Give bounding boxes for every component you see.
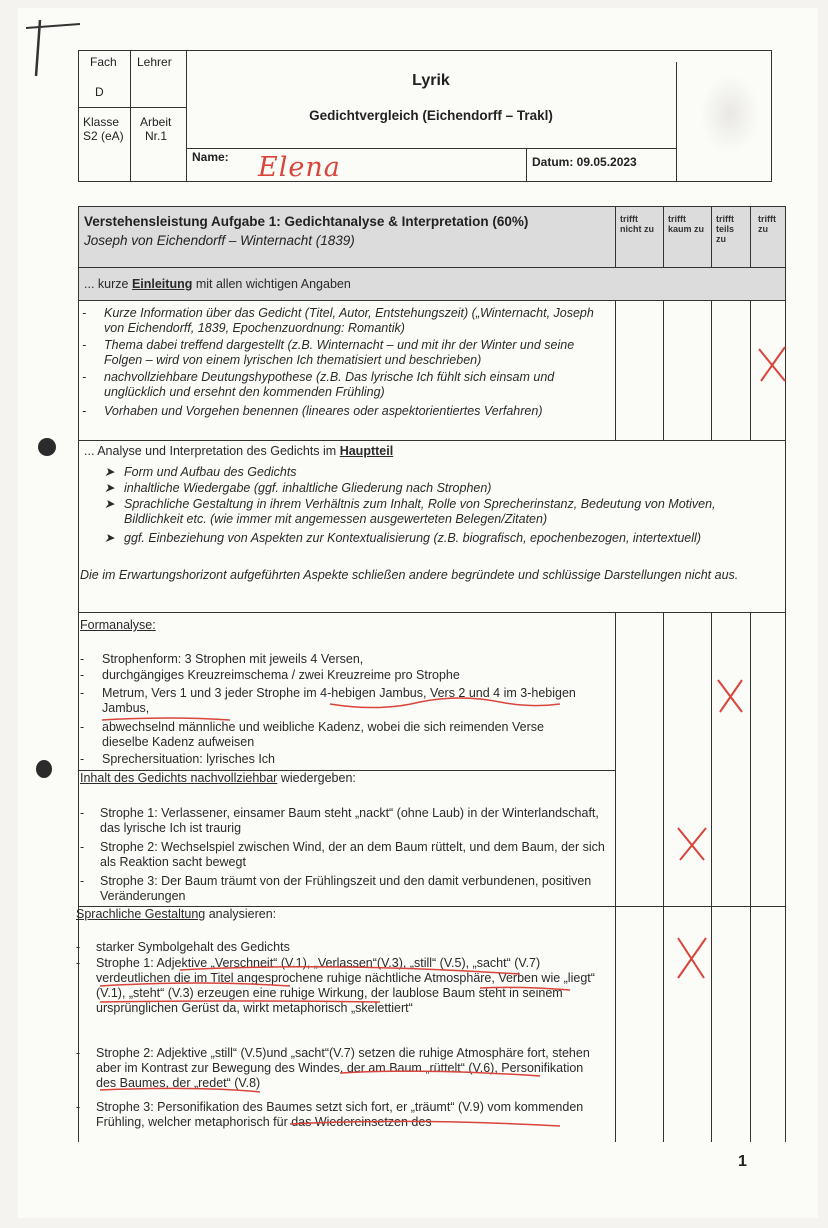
fach-label: Fach: [90, 55, 117, 69]
check-cross-einleitung-icon: [755, 345, 789, 385]
name-label: Name:: [192, 150, 229, 164]
einleitung-item: Vorhaben und Vorgehen benennen (lineares oder aspektorientiertes Verfahren): [104, 404, 543, 418]
einleitung-item: Kurze Information über das Gedicht (Titel, Autor, Entstehungszeit) („Winternacht, Joseph von Eichendorff, 1839, Epochenzuordnung: Romantik): [104, 306, 594, 335]
task-subtitle: Joseph von Eichendorff – Winternacht (1839): [84, 233, 355, 248]
hauptteil-item: Form und Aufbau des Gedichts: [124, 465, 297, 479]
formanalyse-heading: Formanalyse:: [80, 618, 156, 632]
form-item: Strophenform: 3 Strophen mit jeweils 4 Versen,: [102, 652, 364, 666]
inhalt-item: Strophe 2: Wechselspiel zwischen Wind, der an dem Baum rüttelt, und dem Baum, der sich als Reaktion sacht bewegt: [100, 840, 605, 869]
form-item: durchgängiges Kreuzreimschema / zwei Kreuzreime pro Strophe: [102, 668, 460, 682]
einleitung-heading: ... kurze Einleitung mit allen wichtigen Angaben: [84, 277, 351, 291]
punch-hole: [36, 760, 52, 778]
sprache-item: starker Symbolgehalt des Gedichts: [96, 940, 290, 954]
arbeit-value: Nr.1: [145, 129, 168, 143]
red-underlines: [80, 690, 620, 1130]
page-number: 1: [738, 1153, 747, 1170]
staple-mark-icon: [22, 18, 82, 78]
hauptteil-item: Sprachliche Gestaltung in ihrem Verhältnis zum Inhalt, Rolle von Sprecherinstanz, Bedeutung von Motiven, Bildlichkeit etc. (wie immer mit angemessen ausgewerteten Belegen/Zitaten): [124, 497, 716, 526]
form-item: Metrum, Vers 1 und 3 jeder Strophe im 4-hebigen Jambus, Vers 2 und 4 im 3-hebigen Jambus,: [102, 686, 576, 715]
sprache-item: Strophe 1: Adjektive „Verschneit“ (V.1), „Verlassen“(V.3), „still“ (V.5), „sacht“ (V.7) verdeutlichen die im Titel angesprochene ruhige nächtliche Atmosphäre, Verben wie „liegt“ (V.1), „steht“ (V.3) erzeugen eine ruhige Wirkung, der laublose Baum steht in seinem ursprünglichen Gerüst da, wirkt metaphorisch „skelettiert“: [96, 956, 595, 1015]
rating-nicht-header: trifft nicht zu: [620, 214, 654, 234]
datum: Datum: 09.05.2023: [532, 155, 637, 169]
arbeit-label: Arbeit: [140, 115, 172, 129]
student-name: Elena: [258, 152, 341, 183]
rating-kaum-header: trifft kaum zu: [668, 214, 705, 234]
punch-hole: [38, 438, 56, 456]
form-item: abwechselnd männliche und weibliche Kadenz, wobei die sich reimenden Verse dieselbe Kadenz aufweisen: [102, 720, 544, 749]
redacted-area: [700, 74, 760, 154]
einleitung-item: nachvollziehbare Deutungshypothese (z.B. Das lyrische Ich fühlt sich einsam und unglücklich und ersehnt den kommenden Frühling): [104, 370, 555, 399]
rating-zu-header: trifft zu: [758, 214, 776, 234]
inhalt-item: Strophe 3: Der Baum träumt von der Frühlingszeit und den damit verbundenen, positiven Veränderungen: [100, 874, 592, 903]
sprache-item: Strophe 2: Adjektive „still“ (V.5)und „sacht“(V.7) setzen die ruhige Atmosphäre fort, stehen aber im Kontrast zur Bewegung des Windes, der am Baum „rüttelt“ (V.6), Personifikation des Baumes, der „redet“ (V.8): [96, 1046, 590, 1090]
page-title: Lyrik: [412, 72, 450, 89]
rating-teils-header: trifft teils zu: [716, 214, 735, 244]
hauptteil-item: inhaltliche Wiedergabe (ggf. inhaltliche Gliederung nach Strophen): [124, 481, 492, 495]
hauptteil-item: ggf. Einbeziehung von Aspekten zur Kontextualisierung (z.B. biografisch, epochenbezogen, intertextuell): [124, 531, 701, 545]
check-cross-form-icon: [714, 676, 748, 716]
hauptteil-note: Die im Erwartungshorizont aufgeführten Aspekte schließen andere begründete und schlüssige Darstellungen nicht aus.: [80, 568, 739, 582]
inhalt-heading: Inhalt des Gedichts nachvollziehbar wiedergeben:: [80, 771, 356, 785]
check-cross-sprache-icon: [672, 934, 712, 982]
hauptteil-heading: ... Analyse und Interpretation des Gedichts im Hauptteil: [84, 444, 394, 458]
klasse-label: Klasse: [83, 115, 120, 129]
einleitung-item: Thema dabei treffend dargestellt (z.B. Winternacht – und mit ihr der Winter und seine Folgen – wird von einem lyrischen Ich thematisiert und beschrieben): [104, 338, 575, 367]
lehrer-label: Lehrer: [137, 55, 172, 69]
task-title: Verstehensleistung Aufgabe 1: Gedichtanalyse & Interpretation (60%): [84, 214, 529, 229]
fach-value: D: [95, 85, 104, 99]
page-subtitle: Gedichtvergleich (Eichendorff – Trakl): [309, 108, 553, 123]
klasse-value: S2 (eA): [83, 129, 124, 143]
sprache-item: Strophe 3: Personifikation des Baumes setzt sich fort, er „träumt“ (V.9) vom kommenden Frühling, welcher metaphorisch für das Wiedereinsetzen des: [96, 1100, 584, 1129]
check-cross-inhalt-icon: [674, 824, 710, 864]
inhalt-item: Strophe 1: Verlassener, einsamer Baum steht „nackt“ (ohne Laub) in der Winterlandschaft, das lyrische Ich ist traurig: [100, 806, 599, 835]
sprache-heading: Sprachliche Gestaltung analysieren:: [76, 907, 277, 921]
form-item: Sprechersituation: lyrisches Ich: [102, 752, 275, 766]
